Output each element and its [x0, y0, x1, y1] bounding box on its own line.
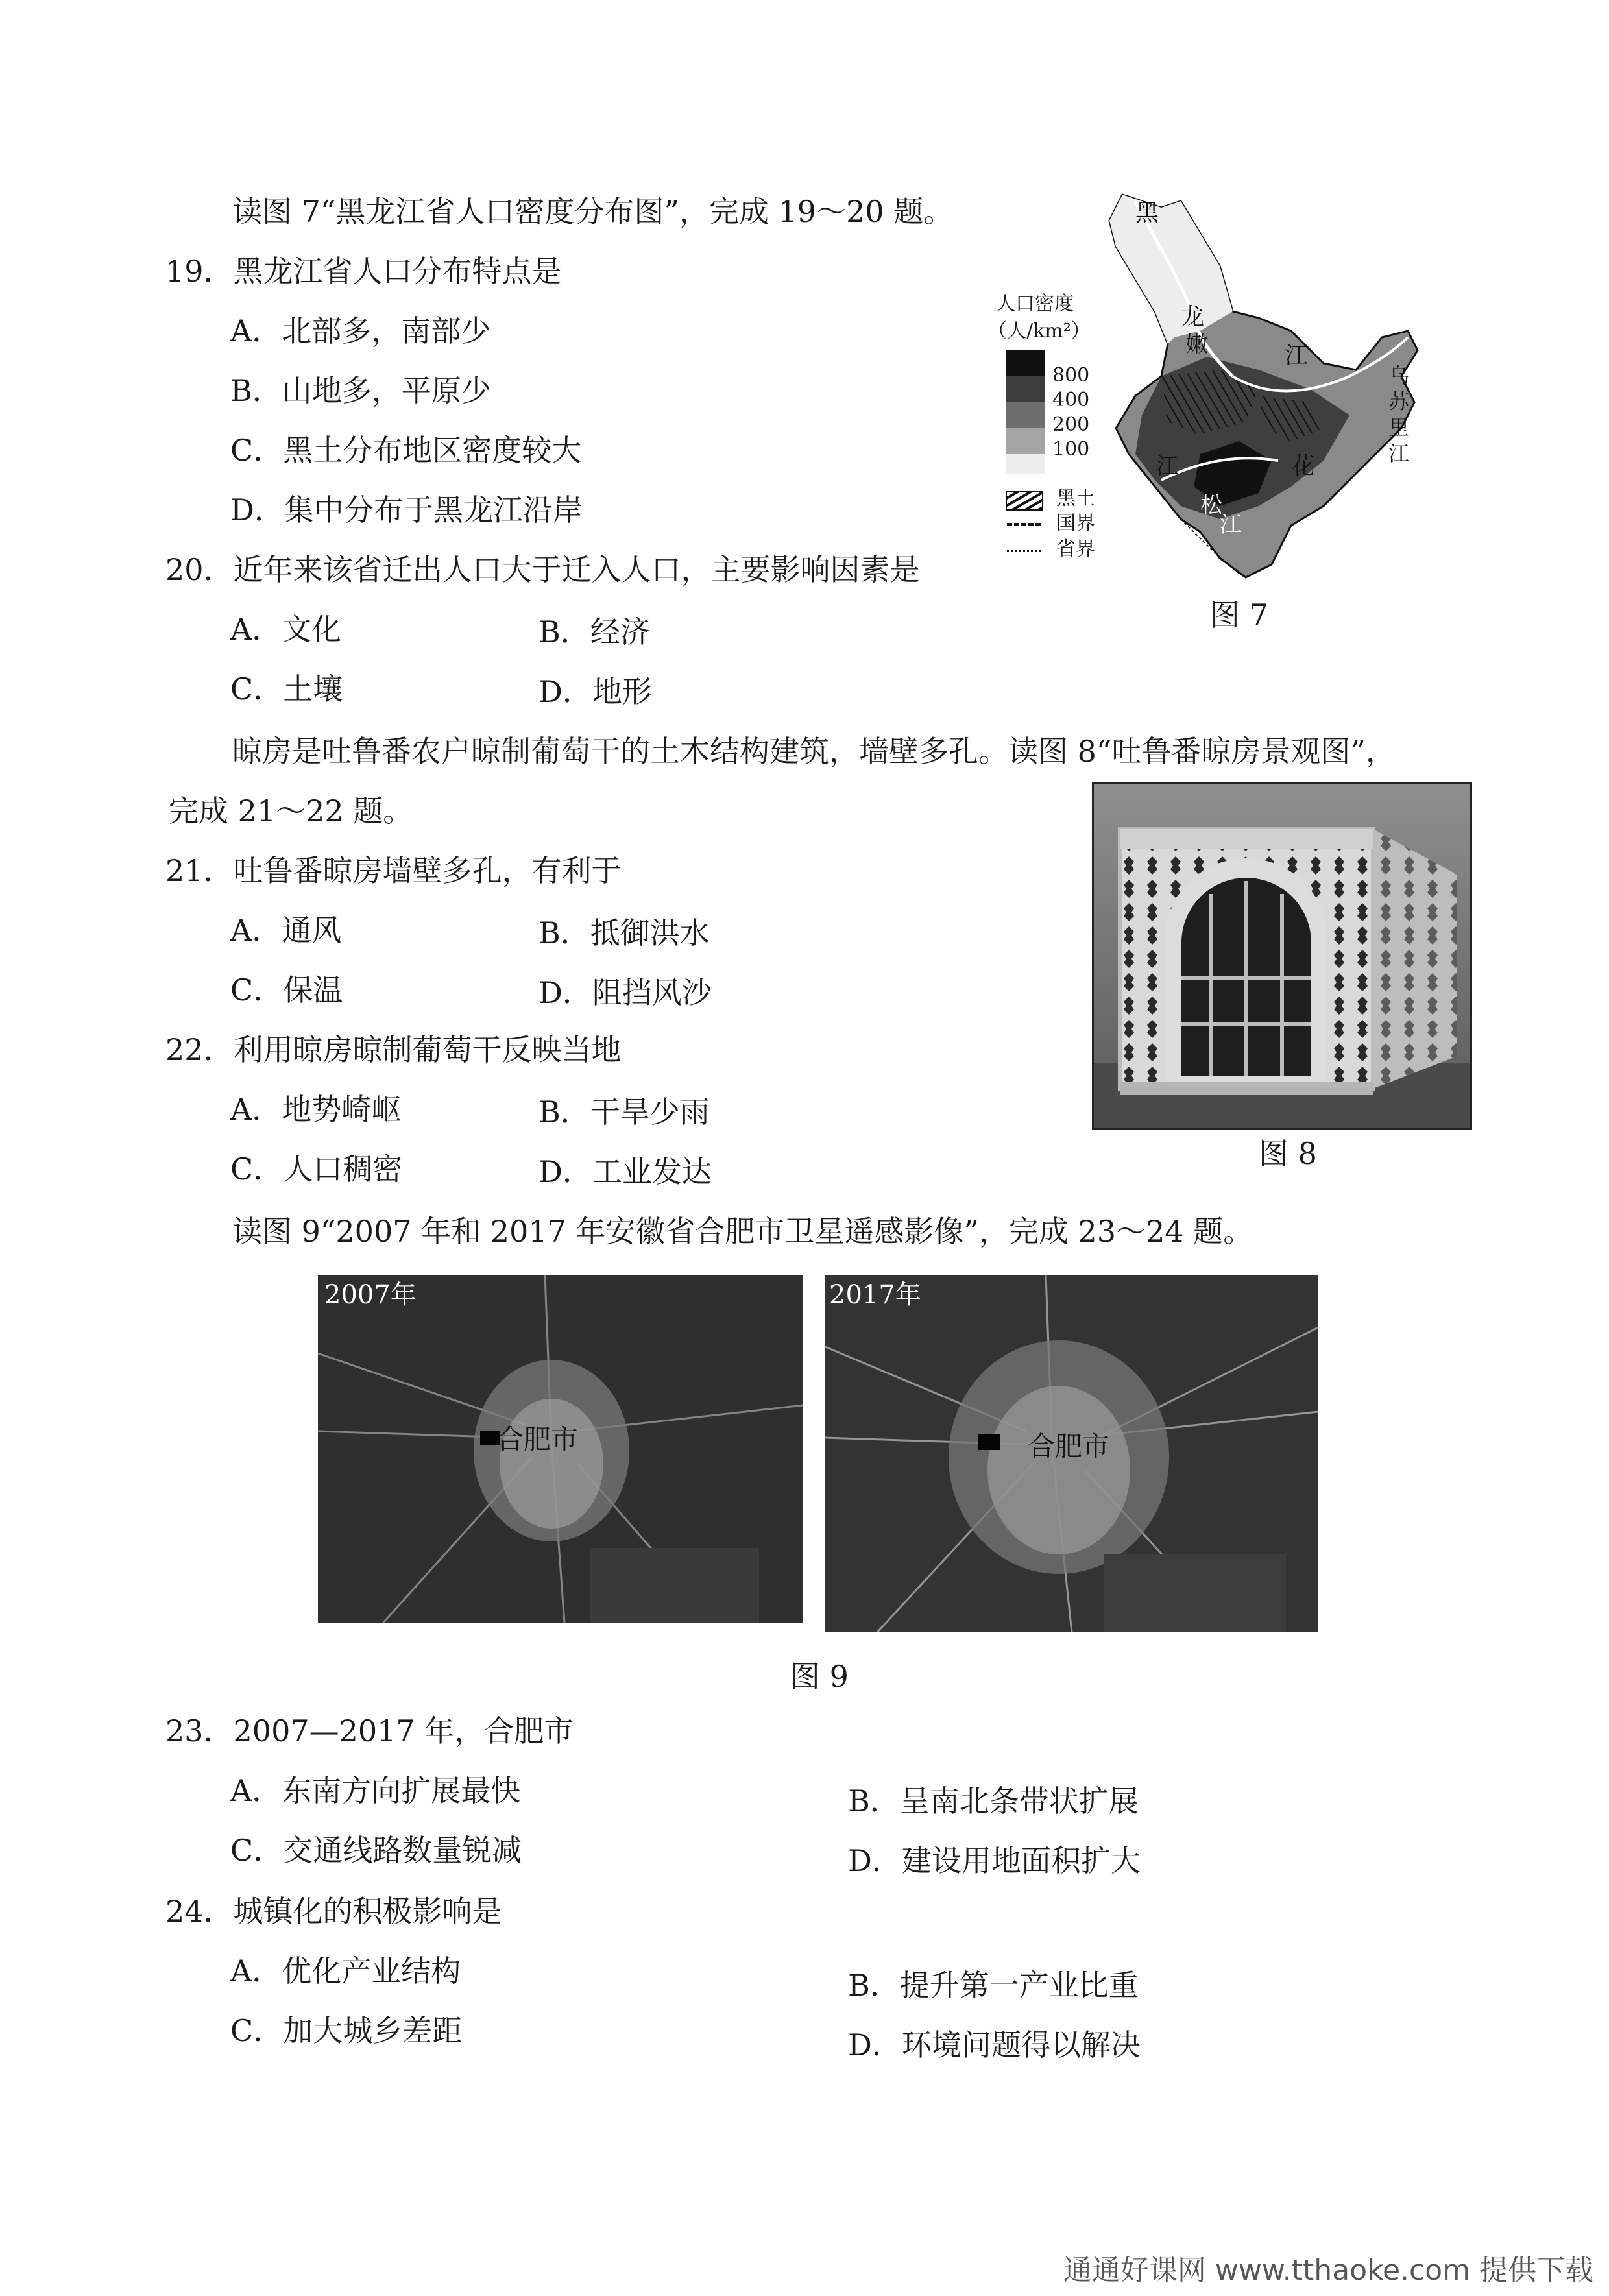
q19-option-d: D．集中分布于黑龙江沿岸 — [230, 492, 583, 527]
q21-option-d: D．阻挡风沙 — [538, 975, 712, 1010]
map-label-song: 松 — [1200, 492, 1222, 518]
figure-9-caption: 图 9 — [790, 1659, 849, 1694]
intro-fig9: 读图 9“2007 年和 2017 年安徽省合肥市卫星遥感影像”，完成 23～24 题。 — [232, 1214, 1253, 1249]
figure-9-image-2017 — [825, 1275, 1318, 1632]
map-label-long: 龙 — [1181, 304, 1205, 330]
legend-province-border: 省界 — [1056, 538, 1095, 561]
intro-fig8-line2: 完成 21～22 题。 — [169, 793, 413, 828]
legend-swatch-200 — [1006, 402, 1045, 428]
drying-house-illustration — [1094, 784, 1470, 1128]
legend-value-200: 200 — [1052, 413, 1090, 436]
q22-option-d: D．工业发达 — [538, 1154, 712, 1189]
q22-option-b: B．干旱少雨 — [538, 1094, 710, 1130]
city-label-2017: 合肥市 — [1028, 1431, 1110, 1462]
q19-stem: 19．黑龙江省人口分布特点是 — [165, 254, 562, 289]
map-label-wu: 乌 — [1388, 363, 1410, 388]
map-label-jiang3: 江 — [1220, 512, 1242, 538]
map-label-su: 苏 — [1388, 389, 1410, 414]
q21-option-a: A．通风 — [230, 913, 342, 948]
q21-stem: 21．吐鲁番晾房墙壁多孔，有利于 — [165, 853, 622, 888]
year-label-2017: 2017年 — [829, 1280, 921, 1310]
legend-swatch-400 — [1006, 376, 1045, 402]
q23-option-b: B．呈南北条带状扩展 — [848, 1783, 1139, 1819]
legend-value-400: 400 — [1052, 389, 1090, 411]
q19-option-a: A．北部多，南部少 — [230, 313, 491, 348]
figure-7-caption: 图 7 — [1210, 598, 1268, 633]
q21-option-c: C．保温 — [230, 973, 343, 1008]
footer-watermark: 通通好课网 www.tthaoke.com 提供下载 — [1063, 2254, 1593, 2287]
q24-option-d: D．环境问题得以解决 — [848, 2027, 1141, 2062]
q23-option-a: A．东南方向扩展最快 — [230, 1773, 521, 1808]
map-label-nen: 嫩 — [1186, 332, 1208, 357]
q22-option-a: A．地势崎岖 — [230, 1092, 402, 1127]
q24-option-c: C．加大城乡差距 — [230, 2013, 463, 2048]
city-label-2007: 合肥市 — [496, 1423, 579, 1455]
q20-option-b: B．经济 — [538, 614, 650, 649]
q24-option-b: B．提升第一产业比重 — [848, 1968, 1139, 2003]
legend-swatch-800 — [1006, 350, 1045, 376]
q23-option-d: D．建设用地面积扩大 — [848, 1843, 1141, 1878]
legend-swatch-0 — [1006, 454, 1045, 474]
legend-value-100: 100 — [1052, 438, 1090, 461]
q22-stem: 22．利用晾房晾制葡萄干反映当地 — [165, 1032, 622, 1067]
q23-option-c: C．交通线路数量锐减 — [230, 1833, 522, 1868]
legend-value-800: 800 — [1052, 364, 1090, 387]
q20-stem: 20．近年来该省迁出人口大于迁入人口，主要影响因素是 — [165, 552, 920, 587]
year-label-2007: 2007年 — [324, 1280, 417, 1310]
legend-province-line — [1007, 550, 1041, 552]
q19-option-b: B．山地多，平原少 — [230, 373, 491, 408]
legend-title-2: （人/km²） — [987, 320, 1091, 343]
map-label-jiang1: 江 — [1285, 343, 1309, 369]
figure-8-photo — [1092, 782, 1472, 1130]
q23-stem: 23．2007—2017 年，合肥市 — [165, 1713, 574, 1748]
map-label-jiang2: 江 — [1156, 453, 1178, 479]
legend-black-soil: 黑土 — [1056, 487, 1095, 510]
q24-option-a: A．优化产业结构 — [230, 1953, 461, 1988]
legend-border-line — [1007, 523, 1041, 526]
map-label-li: 里 — [1388, 415, 1410, 440]
intro-fig7: 读图 7“黑龙江省人口密度分布图”，完成 19～20 题。 — [232, 194, 954, 229]
legend-national-border: 国界 — [1056, 512, 1095, 535]
q22-option-c: C．人口稠密 — [230, 1152, 403, 1187]
q20-option-c: C．土壤 — [230, 671, 343, 707]
legend-hatch-swatch — [1006, 491, 1043, 511]
q20-option-a: A．文化 — [230, 612, 342, 647]
q24-stem: 24．城镇化的积极影响是 — [165, 1894, 502, 1929]
legend-swatch-100 — [1006, 428, 1045, 454]
map-label-jiang4: 江 — [1388, 441, 1410, 466]
intro-fig8-line1: 晾房是吐鲁番农户晾制葡萄干的土木结构建筑，墙壁多孔。读图 8“吐鲁番晾房景观图”， — [232, 734, 1396, 769]
legend-title-1: 人口密度 — [996, 293, 1074, 315]
map-label-hua: 花 — [1291, 453, 1315, 479]
figure-9-image-2007 — [318, 1275, 803, 1623]
q19-option-c: C．黑土分布地区密度较大 — [230, 433, 582, 468]
q20-option-d: D．地形 — [538, 674, 652, 709]
map-label-hei: 黑 — [1135, 200, 1159, 226]
q21-option-b: B．抵御洪水 — [538, 915, 710, 950]
figure-8-caption: 图 8 — [1259, 1136, 1317, 1171]
